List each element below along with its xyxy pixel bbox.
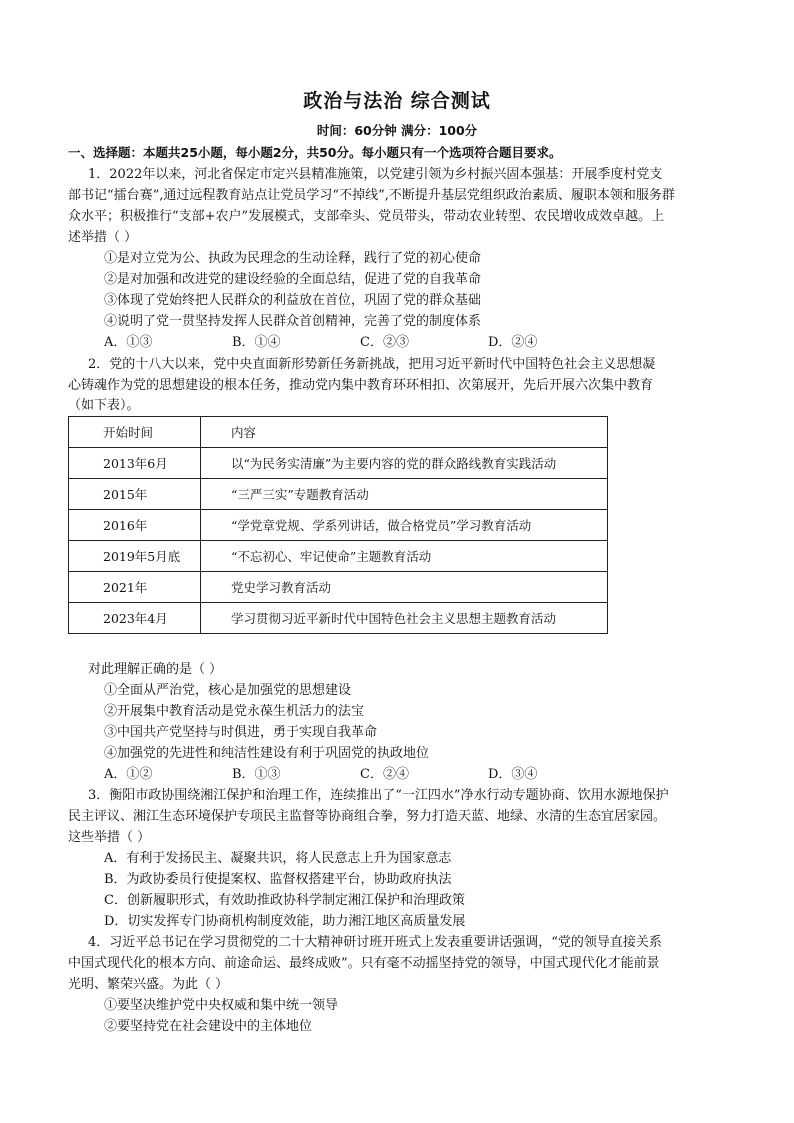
table-cell-date: 2016年 (69, 510, 201, 541)
table-row (69, 510, 608, 541)
table-cell-date: 2023年4月 (69, 603, 201, 634)
section-heading: 一、选择题：本题共25小题，每小题2分，共50分。每小题只有一个选项符合题目要求。 (68, 145, 562, 160)
q1-statement: ②是对加强和改进党的建设经验的全面总结，促进了党的自我革命 (104, 272, 482, 287)
q2-option-d[interactable]: D．③④ (488, 767, 538, 782)
q1-stem-line: 述举措（ ） (68, 230, 138, 245)
q3-choice[interactable]: C．创新履职形式，有效助推政协科学制定湘江保护和治理政策 (104, 893, 465, 908)
table-row (69, 479, 608, 510)
q4-stem-line: 光明、繁荣兴盛。为此（ ） (68, 977, 229, 992)
q1-stem-line: 众水平；积极推行“支部+农户”发展模式，支部牵头、党员带头，带动农业转型、农民增收成效卓越。上 (68, 209, 665, 224)
q2-question: 对此理解正确的是（ ） (88, 662, 223, 677)
q3-choice[interactable]: D．切实发挥专门协商机构制度效能，助力湘江地区高质量发展 (104, 914, 466, 929)
q2-option-c[interactable]: C．②④ (360, 767, 409, 782)
q1-option-d[interactable]: D．②④ (488, 335, 538, 350)
table-cell-date: 2013年6月 (69, 448, 201, 479)
q2-statement: ③中国共产党坚持与时俱进，勇于实现自我革命 (104, 725, 378, 740)
table-cell-date: 2019年5月底 (69, 541, 201, 572)
q2-stem-line: （如下表）。 (68, 398, 140, 413)
table-row (69, 572, 608, 603)
q2-option-a[interactable]: A．①② (104, 767, 153, 782)
q3-choice[interactable]: B．为政协委员行使提案权、监督权搭建平台，协助政府执法 (104, 872, 452, 887)
q4-stem-line: 中国式现代化的根本方向、前途命运、最终成败”。只有毫不动摇坚持党的领导，中国式现代化才能前景 (68, 956, 660, 971)
table-cell-date: 2021年 (69, 572, 201, 603)
table-cell-content: “不忘初心、牢记使命”主题教育活动 (201, 541, 608, 572)
q2-stem-line: 心铸魂作为党的思想建设的根本任务，推动党内集中教育环环相扣、次第展开，先后开展六次集中教育 (68, 378, 654, 393)
q3-choice[interactable]: A．有利于发扬民主、凝聚共识，将人民意志上升为国家意志 (104, 851, 452, 866)
q2-statement: ①全面从严治党，核心是加强党的思想建设 (104, 683, 352, 698)
table-cell-date: 2015年 (69, 479, 201, 510)
q3-stem-line: 3．衡阳市政协围绕湘江保护和治理工作，连续推出了“一江四水”净水行动专题协商、饮用水源地保护 (88, 788, 669, 803)
q1-options (104, 333, 704, 353)
q3-stem-line: 这些举措（ ） (68, 830, 151, 845)
q1-option-c[interactable]: C．②③ (360, 335, 409, 350)
q2-stem-line: 2．党的十八大以来，党中央直面新形势新任务新挑战，把用习近平新时代中国特色社会主义思想凝 (88, 357, 656, 372)
q1-statement: ①是对立党为公、执政为民理念的生动诠释，践行了党的初心使命 (104, 251, 482, 266)
q3-stem-line: 民主评议、湘江生态环境保护专项民主监督等协商组合拳，努力打造天蓝、地绿、水清的生态宜居家园。 (68, 809, 667, 824)
q1-statement: ④说明了党一贯坚持发挥人民群众首创精神，完善了党的制度体系 (104, 314, 482, 329)
q1-stem-line: 部书记“擂台赛”,通过远程教育站点让党员学习“不掉线”,不断提升基层党组织政治素质、履职本领和服务群 (68, 188, 675, 203)
q2-options (104, 765, 704, 785)
table-row (69, 541, 608, 572)
q4-statement: ②要坚持党在社会建设中的主体地位 (104, 1019, 313, 1034)
table-header-cell: 内容 (201, 417, 608, 448)
q1-statement: ③体现了党始终把人民群众的利益放在首位，巩固了党的群众基础 (104, 293, 482, 308)
table-cell-content: “三严三实”专题教育活动 (201, 479, 608, 510)
table-row (69, 448, 608, 479)
exam-info: 时间：60分钟 满分：100分 (316, 123, 478, 138)
q1-option-a[interactable]: A．①③ (104, 335, 153, 350)
education-table (68, 416, 608, 634)
table-header-cell: 开始时间 (69, 417, 201, 448)
q2-statement: ④加强党的先进性和纯洁性建设有利于巩固党的执政地位 (104, 746, 430, 761)
q4-stem-line: 4．习近平总书记在学习贯彻党的二十大精神研讨班开班式上发表重要讲话强调，“党的领导直接关系 (88, 935, 662, 950)
table-cell-content: 党史学习教育活动 (201, 572, 608, 603)
q4-statement: ①要坚决维护党中央权威和集中统一领导 (104, 998, 339, 1013)
table-header-row (69, 417, 608, 448)
table-cell-content: 学习贯彻习近平新时代中国特色社会主义思想主题教育活动 (201, 603, 608, 634)
q2-statement: ②开展集中教育活动是党永葆生机活力的法宝 (104, 704, 365, 719)
q2-option-b[interactable]: B．①③ (232, 767, 281, 782)
table-row (69, 603, 608, 634)
table-cell-content: 以“为民务实清廉”为主要内容的党的群众路线教育实践活动 (201, 448, 608, 479)
table-cell-content: “学党章党规、学系列讲话，做合格党员”学习教育活动 (201, 510, 608, 541)
page-title: 政治与法治 综合测试 (303, 90, 491, 112)
q1-option-b[interactable]: B．①④ (232, 335, 281, 350)
q1-stem-line: 1．2022年以来，河北省保定市定兴县精准施策，以党建引领为乡村振兴固本强基：开展季度村党支 (88, 167, 663, 182)
